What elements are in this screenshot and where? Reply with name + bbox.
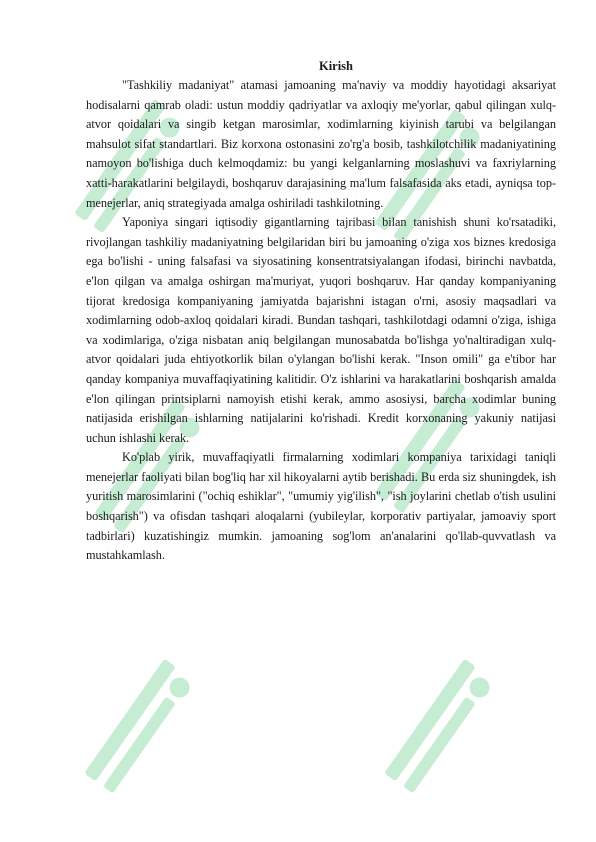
document-body [86, 58, 556, 566]
paragraph-2: Yaponiya singari iqtisodiy gigantlarning tajribasi bilan tanishish shuni ko'rsatadiki, rivojlangan tashkiliy madaniyatning belgilaridan biri bu jamoaning o'ziga xos biznes kredosiga ega bo'lishi - uning falsafasi va siyosatining konsentratsiyalangan ifodasi, birinchi navbatda, e'lon qilgan va amalga oshirgan ma'muriyat, yuqori boshqaruv. Har qanday kompaniyaning tijorat kredosiga kompaniyaning jamiyatda bajarishni istagan o'rni, asosiy maqsadlari va xodimlarning odob-axloq qoidalari kiradi. Bundan tashqari, tashkilotdagi odamni o'ziga, ishiga va xodimlariga, o'ziga nisbatan aniq belgilangan munosabatda bo'lishga yo'naltiradigan xulq-atvor qoidalari juda ehtiyotkorlik bilan o'ylangan bo'lishi kerak. "Inson omili" ga e'tibor har qanday kompaniya muvaffaqiyatining kalitidir. O'z ishlarini va harakatlarini boshqarish amalda e'lon qilingan printsiplarni namoyish etishi kerak, ammo asosiysi, barcha xodimlar buning natijasida erishilgan ishlarning natijalarini ko'rishadi. Kredit korxonaning yakuniy natijasi uchun ishlashi kerak. [86, 215, 556, 445]
document-title: Kirish [318, 59, 354, 73]
paragraph-1: "Tashkiliy madaniyat" atamasi jamoaning ma'naviy va moddiy hayotidagi aksariyat hodisalarni qamrab oladi: ustun moddiy qadriyatlar va axloqiy me'yorlar, qabul qilingan xulq-atvor qoidalari va singib ketgan marosimlar, xodimlarning kiyinish tarubi va belgilangan mahsulot sifat standartlari. Biz korxona ostonasini zo'rg'a bosib, tashkilotchilik madaniyatining namoyon bo'lishiga duch kelmoqdamiz: bu yangi kelganlarning moslashuvi va faxriylarning xatti-harakatlarini belgilaydi, boshqaruv darajasining ma'lum falsafasida aks etadi, ayniqsa top-menejerlar, aniq strategiyada amalga oshiriladi tashkilotning. [86, 78, 556, 210]
paragraph-3: Ko'plab yirik, muvaffaqiyatli firmalarning xodimlari kompaniya tarixidagi taniqli menejerlar faoliyati bilan bog'liq har xil hikoyalarni aytib berishadi. Bu erda siz shuningdek, ish yuritish marosimlarini ("ochiq eshiklar", "umumiy yig'ilish", "ish joylarini chetlab o'tish usulini boshqarish") va ofisdan tashqari aloqalarni (yubileylar, korporativ partiyalar, jamoaviy sport tadbirlari) kuzatishingiz mumkin. jamoaning sog'lom an'analarini qo'llab-quvvatlash va mustahkamlash. [86, 450, 556, 563]
